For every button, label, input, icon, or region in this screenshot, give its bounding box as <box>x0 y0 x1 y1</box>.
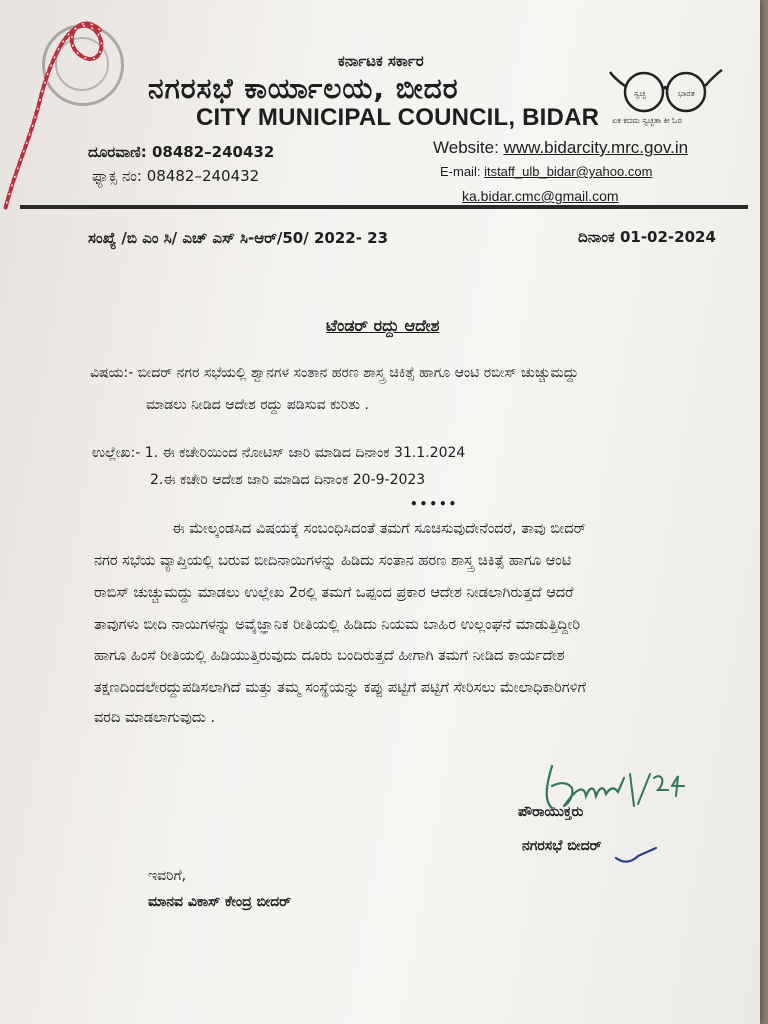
email-label: E-mail: <box>440 164 485 179</box>
recipient-label: ಇವರಿಗೆ, <box>148 868 187 884</box>
subject-line-1: ವಿಷಯ:- ಬೀದರ್ ನಗರ ಸಭೆಯಲ್ಲಿ ಶ್ವಾನಗಳ ಸಂತಾನ ಹರಣ ಶಾಸ್ತ್ರ ಚಿಕಿತ್ಸೆ ಹಾಗೂ ಆಂಟಿ ರಬೀಸ್ ಚುಚ್ಚುಮದ್ದು <box>90 365 579 381</box>
body-line: ರಾಬಿಸ್ ಚುಚ್ಚುಮದ್ದು ಮಾಡಲು ಉಲ್ಲೇಖ 2ರಲ್ಲಿ ತಮಗೆ ಒಪ್ಪಂದ ಪ್ರಕಾರ ಆದೇಶ ನೀಡಲಾಗಿರುತ್ತದೆ ಆದರೆ <box>94 585 574 601</box>
ink-mark <box>612 838 662 868</box>
office-name-english: CITY MUNICIPAL COUNCIL, BIDAR <box>196 104 600 131</box>
fax-number: ಫ್ಯಾಕ್ಸ ನಂ: 08482–240432 <box>92 167 260 185</box>
phone-number: ದೂರವಾಣಿ: 08482–240432 <box>88 143 275 161</box>
letterhead-divider <box>20 205 748 209</box>
website-link[interactable]: www.bidarcity.mrc.gov.in <box>503 138 689 157</box>
body-line: ತಕ್ಷಣದಿಂದಲೇರದ್ದುಪಡಿಸಲಾಗಿದೆ ಮತ್ತು ತಮ್ಮ ಸಂಸ್ಥೆಯನ್ನು ಕಪ್ಪು ಪಟ್ಟಿಗೆ ಪಟ್ಟಿಗೆ ಸೇರಿಸಲು ಮೇಲಾಧಿಕಾರಿಗಳಿಗೆ <box>94 680 586 696</box>
email-link-gmail[interactable]: ka.bidar.cmc@gmail.com <box>462 188 619 204</box>
recipient-name: ಮಾನವ ವಿಕಾಸ್ ಕೇಂದ್ರ ಬೀದರ್ <box>148 894 292 910</box>
website-line <box>433 138 688 158</box>
state-line: ಕರ್ನಾಟಕ ಸರ್ಕಾರ <box>338 52 424 70</box>
logo-text-right: ಭಾರತ <box>678 89 695 98</box>
body-line: ನಗರ ಸಭೆಯ ವ್ಯಾಪ್ತಿಯಲ್ಲಿ ಬರುವ ಬೀದಿನಾಯಿಗಳನ್ನು ಹಿಡಿದು ಸಂತಾನ ಹರಣ ಶಾಸ್ತ್ರ ಚಿಕಿತ್ಸೆ ಹಾಗೂ ಆಂಟಿ <box>94 553 572 569</box>
order-title: ಟೆಂಡರ್ ರದ್ದು ಆದೇಶ <box>326 316 440 335</box>
signatory-title: ಪೌರಾಯುಕ್ತರು <box>518 804 584 820</box>
website-label: Website: <box>433 138 504 157</box>
reference-line-2: 2.ಈ ಕಚೇರಿ ಆದೇಶ ಜಾರಿ ಮಾಡಿದ ದಿನಾಂಕ 20-9-2023 <box>150 472 426 488</box>
tag-thread <box>0 0 140 230</box>
body-line: ಈ ಮೇಲ್ಕಂಡಸಿದ ವಿಷಯಕ್ಕೆ ಸಂಬಂಧಿಸಿದಂತೆ ತಮಗೆ ಸೂಚಿಸುವುದೇನೆಂದರೆ, ತಾವು ಬೀದರ್ <box>172 521 587 537</box>
email-line <box>440 164 652 179</box>
email-link-yahoo[interactable]: itstaff_ulb_bidar@yahoo.com <box>484 164 653 179</box>
body-line: ಹಾಗೂ ಹಿಂಸೆ ರೀತಿಯಲ್ಲಿ ಹಿಡಿಯುತ್ತಿರುವುದು ದೂರು ಬಂದಿರುತ್ತದೆ ಹೀಗಾಗಿ ತಮಗೆ ನೀಡಿದ ಕಾರ್ಯದೇಶ <box>94 648 565 664</box>
logo-caption: ಏಕ ಕದಮ ಸ್ವಚ್ಛತಾ ಕೀ ಓರ <box>612 116 682 125</box>
logo-text-left: ಸ್ವಚ್ಛ <box>634 89 646 98</box>
body-line: ತಾವುಗಳು ಬೀದಿ ನಾಯಿಗಳನ್ನು ಅವೈಜ್ಞಾನಿಕ ರೀತಿಯಲ್ಲಿ ಹಿಡಿದು ನಿಯಮ ಬಾಹಿರ ಉಲ್ಲಂಘನೆ ಮಾಡುತ್ತಿದ್ದೀರಿ <box>94 617 580 633</box>
body-line: ವರದಿ ಮಾಡಲಾಗುವುದು . <box>94 710 216 726</box>
subject-line-2: ಮಾಡಲು ನೀಡಿದ ಆದೇಶ ರದ್ದು ಪಡಿಸುವ ಕುರಿತು . <box>146 397 369 413</box>
letter-date: ದಿನಾಂಕ 01-02-2024 <box>578 228 716 246</box>
separator-dots: ••••• <box>410 497 459 511</box>
signatory-office: ನಗರಸಭೆ ಬೀದರ್ <box>522 838 602 854</box>
reference-number: ಸಂಖ್ಯೆ /ಬಿ ಎಂ ಸಿ/ ಎಚ್ ಎಸ್ ಸಿ-ಆರ್/50/ 2022- 23 <box>88 229 389 247</box>
office-name-kannada: ನಗರಸಭೆ ಕಾರ್ಯಾಲಯ, ಬೀದರ <box>148 72 459 105</box>
reference-line-1: ಉಲ್ಲೇಖ:- 1. ಈ ಕಚೇರಿಯಿಂದ ನೋಟಿಸ್ ಜಾರಿ ಮಾಡಿದ ದಿನಾಂಕ 31.1.2024 <box>92 445 466 461</box>
